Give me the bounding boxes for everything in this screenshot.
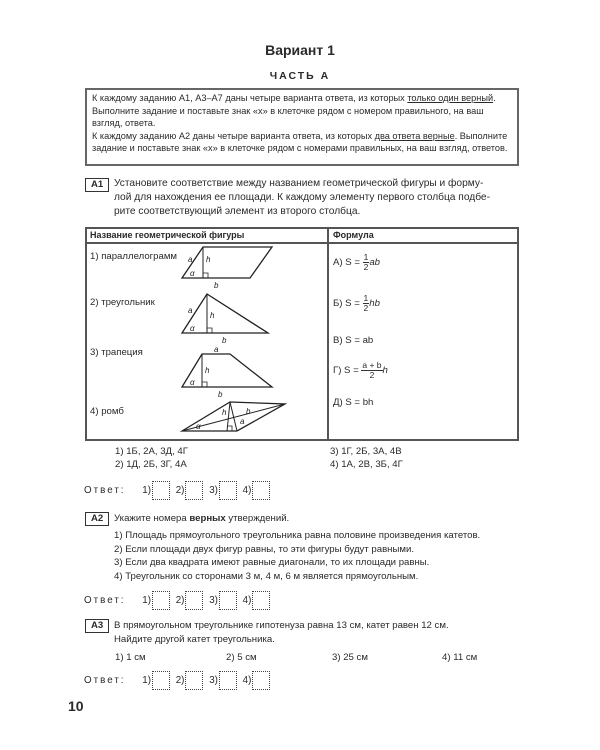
label-b: b — [222, 336, 227, 345]
task-tag-a3: А3 — [85, 619, 109, 633]
a3-question — [114, 619, 449, 646]
numerator: 1 — [363, 252, 369, 262]
box-label: 1) — [142, 595, 151, 607]
instr-text: К каждому заданию А1, А3–А7 даны четыре варианта ответа, из которых — [92, 93, 408, 103]
a1-line: Установите соответствие между названием геометрической фигуры и форму- — [114, 178, 484, 189]
a3-line: Найдите другой катет треугольника. — [114, 633, 275, 645]
formula-text: h — [382, 365, 388, 377]
trapezoid-figure — [182, 345, 272, 399]
a3-option: 3) 25 см — [332, 652, 368, 663]
label-alpha: α — [196, 422, 201, 431]
box-label: 3) — [209, 595, 218, 607]
answer-label: Ответ: — [84, 675, 126, 687]
answer-row-a3 — [84, 671, 273, 690]
a1-option: 3) 1Г, 2Б, 3А, 4В — [330, 446, 402, 457]
label-h: h — [206, 255, 211, 264]
box-label: 4) — [242, 485, 252, 497]
a2-items — [114, 529, 480, 583]
numerator: a + b — [362, 360, 382, 370]
label-alpha: α — [190, 324, 195, 333]
formula-text: А) S = — [333, 257, 363, 269]
answer-checkbox-2[interactable] — [185, 481, 203, 500]
instr-text: . Выполните задание и поставьте знак «х» в клеточке рядом с номером правильного, на ваш взгляд, ответа. — [92, 93, 496, 129]
label-b: b — [214, 281, 219, 290]
numerator: 1 — [363, 293, 369, 303]
a2-question — [114, 513, 289, 524]
a1-option: 2) 1Д, 2Б, 3Г, 4А — [115, 459, 187, 470]
answer-checkbox-1[interactable] — [152, 481, 170, 500]
label-a: a — [188, 255, 193, 264]
answer-label: Ответ: — [84, 595, 126, 607]
box-label: 2) — [175, 675, 185, 687]
formula-text: Б) S = — [333, 298, 363, 310]
task-tag-a1: А1 — [85, 178, 109, 192]
box-label: 1) — [142, 675, 151, 687]
a3-option: 1) 1 см — [115, 652, 146, 663]
parallelogram-figure — [182, 247, 272, 290]
a3-option: 4) 11 см — [442, 652, 478, 663]
page-number: 10 — [68, 698, 84, 714]
a2-item: 1) Площадь прямоугольного треугольника равна половине произведения катетов. — [114, 530, 481, 541]
a1-option: 1) 1Б, 2А, 3Д, 4Г — [115, 446, 188, 457]
figure-name: 2) треугольник — [90, 297, 155, 308]
formula-text: Г) S = — [333, 365, 362, 377]
label-h: h — [205, 366, 210, 375]
formula-text: hb — [369, 298, 380, 310]
q-bold: верных — [189, 513, 226, 524]
triangle-figure — [182, 294, 268, 345]
answer-checkbox-4[interactable] — [252, 591, 270, 610]
label-alpha: α — [190, 269, 195, 278]
answer-checkbox-3[interactable] — [219, 671, 237, 690]
q-text: утверждений. — [225, 513, 290, 524]
a2-item: 3) Если два квадрата имеют равные диагонали, то их площади равны. — [114, 557, 430, 568]
answer-checkbox-4[interactable] — [252, 671, 270, 690]
instr-underline: только один верный — [407, 93, 494, 103]
figure-name: 1) параллелограмм — [90, 251, 178, 262]
formula-v: В) S = ab — [333, 335, 374, 346]
answer-checkbox-3[interactable] — [219, 481, 237, 500]
formula-d: Д) S = bh — [333, 397, 374, 408]
box-label: 4) — [242, 595, 252, 607]
denominator: 2 — [363, 303, 369, 313]
a2-item: 4) Треугольник со сторонами 3 м, 4 м, 6 м является прямоугольным. — [114, 570, 419, 582]
a3-option: 2) 5 см — [226, 652, 257, 663]
box-label: 2) — [175, 485, 185, 497]
answer-checkbox-4[interactable] — [252, 481, 270, 500]
part-title: ЧАСТЬ А — [269, 70, 331, 82]
formula-text: ab — [369, 257, 380, 269]
answer-label: Ответ: — [84, 485, 126, 497]
figure-name: 3) трапеция — [90, 347, 143, 358]
answer-checkbox-2[interactable] — [185, 591, 203, 610]
label-b: b — [246, 407, 251, 416]
label-a: a — [188, 306, 193, 315]
label-a: a — [214, 345, 219, 354]
a2-item: 2) Если площади двух фигур равны, то эти фигуры будут равными. — [114, 543, 414, 555]
answer-row-a2 — [84, 591, 273, 610]
a1-line: рите соответствующий элемент из второго столбца. — [114, 206, 361, 217]
figure-name: 4) ромб — [90, 406, 124, 417]
box-label: 1) — [142, 485, 151, 497]
instr-text: . Выполните задание и поставьте знак «х» в клеточке рядом с номерами правильных, на ваш взгляд, ответов. — [92, 130, 508, 154]
label-h: h — [222, 408, 227, 417]
a3-line: В прямоугольном треугольнике гипотенуза равна 13 см, катет равен 12 см. — [114, 620, 449, 631]
label-b: b — [218, 390, 223, 399]
task-tag-a2: А2 — [85, 512, 109, 526]
instr-underline: два ответа верные — [374, 130, 455, 141]
label-h: h — [210, 311, 215, 320]
col-header-formula: Формула — [333, 230, 374, 240]
box-label: 2) — [175, 595, 185, 607]
instr-text: К каждому заданию А2 даны четыре варианта ответа, из которых — [92, 130, 375, 141]
answer-checkbox-2[interactable] — [185, 671, 203, 690]
answer-checkbox-1[interactable] — [152, 591, 170, 610]
denominator: 2 — [369, 370, 375, 380]
a1-option: 4) 1А, 2В, 3Б, 4Г — [330, 459, 403, 470]
answer-checkbox-3[interactable] — [219, 591, 237, 610]
col-header-figure: Название геометрической фигуры — [90, 230, 245, 240]
box-label: 3) — [209, 485, 218, 497]
q-text: Укажите номера — [114, 513, 190, 524]
label-a: a — [240, 417, 245, 426]
box-label: 4) — [242, 675, 252, 687]
a1-line: лой для нахождения ее площади. К каждому элементу первого столбца подбе- — [114, 192, 490, 203]
denominator: 2 — [363, 262, 369, 272]
rhombus-figure — [182, 402, 285, 431]
answer-row-a1 — [84, 481, 273, 500]
variant-title: Вариант 1 — [265, 42, 335, 58]
box-label: 3) — [209, 675, 218, 687]
label-alpha: α — [190, 378, 195, 387]
answer-checkbox-1[interactable] — [152, 671, 170, 690]
